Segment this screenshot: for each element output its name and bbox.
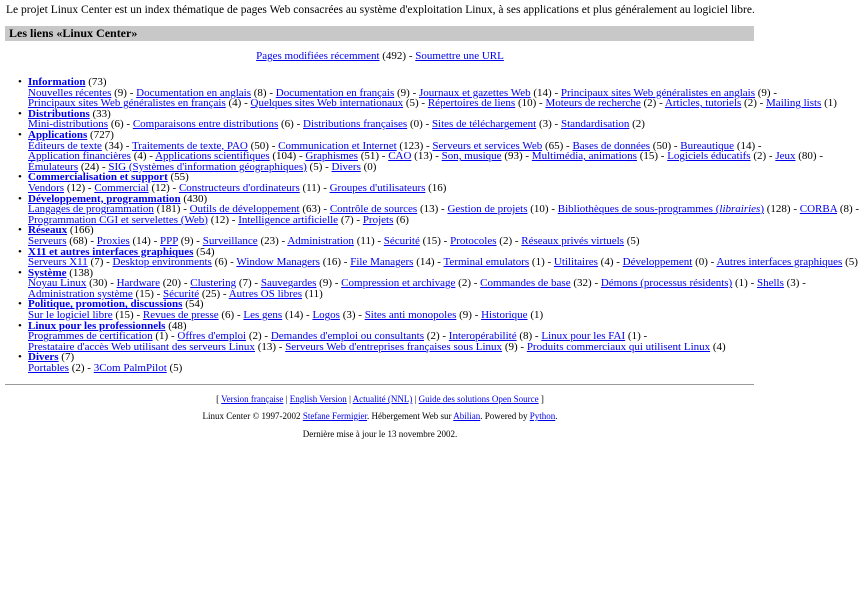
subcategory-count: (16) [322, 256, 342, 269]
subcategory-link-historique[interactable]: Historique [481, 309, 528, 322]
category-count: (55) [170, 171, 189, 184]
subcategory-count: (13) [414, 150, 433, 163]
subcategory-count: (4) [712, 340, 726, 353]
subcategory-count: (23) [260, 234, 279, 247]
subcategory-link-applications-scientifiques[interactable]: Applications scientifiques [155, 150, 270, 163]
subcategory-link-gestion-de-projets[interactable]: Gestion de projets [447, 203, 528, 216]
category-applications [28, 128, 823, 173]
subcategory-count: (128) [766, 203, 791, 216]
subcategory-count: (25) [201, 287, 221, 300]
subcategory-link-serveurs[interactable]: Serveurs [28, 234, 67, 247]
subcategory-count: (2) [71, 362, 85, 375]
subcategory-count: (14) [736, 139, 756, 152]
subcategory-link-graphismes[interactable]: Graphismes [305, 150, 358, 163]
subcategory-link-sig-systemes-d-information-geographiques[interactable]: SIG (Systèmes d'information géographiques) [108, 160, 307, 173]
category-linux-pour-les-professionnels [28, 321, 756, 353]
subcategory-link-serveurs-x11[interactable]: Serveurs X11 [28, 256, 88, 269]
subcategory-line: Mini-distributions (6) - Comparaisons entre distributions (6) - Distributions françaises (0) - Sites de téléchargement (3) - Standardisation (2) [28, 118, 645, 131]
subcategory-count: (9) [319, 277, 332, 290]
subcategory-count: (15) [135, 287, 154, 300]
subcategory-link-principaux-sites-web-generalistes-en-anglais[interactable]: Principaux sites Web généralistes en anglais [560, 86, 756, 99]
footer-link-guide-open-source[interactable]: Guide des solutions Open Source [418, 394, 539, 404]
subcategory-link-surveillance[interactable]: Surveillance [202, 234, 258, 247]
subcategory-link-nouvelles-recentes[interactable]: Nouvelles récentes [28, 86, 112, 99]
category-link-applications[interactable]: Applications [28, 128, 88, 141]
subcategory-count: (3) [342, 309, 356, 322]
subcategory-line: Prestataire d'accès Web utilisant des serveurs Linux (13) - Serveurs Web d'entreprises françaises sous Linux (9) - Produits commerciaux qui utilisent Linux (4) [28, 340, 726, 353]
subcategory-link-securite[interactable]: Sécurité [383, 234, 420, 247]
category-link-politique-promotion-discussions[interactable]: Politique, promotion, discussions [28, 298, 183, 311]
subcategory-count: (1) [734, 277, 748, 290]
powered-text: . Powered by [480, 411, 528, 421]
subcategory-count: (8) [519, 330, 533, 343]
subcategory-link-hardware[interactable]: Hardware [116, 277, 160, 290]
host-link[interactable]: Abilian [453, 411, 481, 421]
subcategory-link-langages-de-programmation[interactable]: Langages de programmation [28, 203, 154, 216]
subcategory-line: Noyau Linux (30) - Hardware (20) - Clustering (7) - Sauvegardes (9) - Compression et archivage (2) - Commandes de base (32) - Démons (processus résidents) (1) - Shells (3) - [28, 277, 806, 290]
subcategory-link-serveurs-web-d-entreprises-francaises-sous-linux[interactable]: Serveurs Web d'entreprises françaises sous Linux [285, 340, 503, 353]
subcategory-line: Serveurs X11 (7) - Desktop environments (6) - Window Managers (16) - File Managers (14) - Terminal emulators (1) - Utilitaires (4) - Développement (0) - Autres interfaces graphiques (5) [28, 256, 858, 269]
subcategory-link-bibliotheques-de-sous-programmes-librairies[interactable]: Bibliothèques de sous-programmes (librairies) [557, 203, 765, 216]
subcategory-link-programmes-de-certification[interactable]: Programmes de certification [28, 330, 153, 343]
category-x11-et-autres-interfaces-graphiques [28, 245, 858, 269]
category-count: (7) [61, 351, 75, 364]
category-reseaux [28, 225, 756, 246]
intro-text: Le projet Linux Center est un index thématique de pages Web consacrées au système d'exploitation Linux, à ses applications et plus généralement au logiciel libre. [6, 4, 755, 16]
subcategory-count: (30) [89, 277, 108, 290]
subcategory-line: Serveurs (68) - Proxies (14) - PPP (9) - Surveillance (23) - Administration (11) - Sécurité (15) - Protocoles (2) - Réseaux privés virtuels (5) [28, 234, 640, 247]
subcategory-link-application-financieres[interactable]: Application financières [28, 150, 131, 163]
subcategory-link-terminal-emulators[interactable]: Terminal emulators [443, 256, 530, 269]
subcategory-link-corba[interactable]: CORBA [799, 203, 838, 216]
subcategory-link-reseaux-prives-virtuels[interactable]: Réseaux privés virtuels [521, 234, 624, 247]
subcategory-link-autres-os-libres[interactable]: Autres OS libres [228, 287, 303, 300]
subcategory-link-editeurs-de-texte[interactable]: Éditeurs de texte [28, 139, 102, 152]
subcategory-link-demandes-d-emploi-ou-consultants[interactable]: Demandes d'emploi ou consultants [270, 330, 425, 343]
subcategory-count: (5) [405, 97, 419, 110]
subcategory-link-sites-de-telechargement[interactable]: Sites de téléchargement [431, 118, 537, 131]
subcategory-link-noyau-linux[interactable]: Noyau Linux [28, 277, 87, 290]
subcategory-count: (93) [504, 150, 523, 163]
category-developpement-programmation [28, 192, 859, 226]
subcategory-link-portables[interactable]: Portables [28, 362, 69, 375]
subcategory-count: (6) [396, 213, 409, 226]
subcategory-count: (2) [248, 330, 262, 343]
subcategory-count: (9) [397, 86, 410, 99]
subcategory-link-commercial[interactable]: Commercial [94, 181, 149, 194]
subcategory-link-communication-et-internet[interactable]: Communication et Internet [278, 139, 397, 152]
top-links [0, 50, 760, 63]
category-distributions [28, 109, 756, 130]
submit-url-link[interactable]: Soumettre une URL [415, 50, 504, 62]
subcategory-count: (5) [626, 234, 640, 247]
category-systeme [28, 266, 806, 300]
subcategory-link-controle-de-sources[interactable]: Contrôle de sources [329, 203, 418, 216]
subcategory-link-shells[interactable]: Shells [756, 277, 784, 290]
subcategory-count: (4) [133, 150, 147, 163]
subcategory-link-mini-distributions[interactable]: Mini-distributions [28, 118, 109, 131]
subcategory-link-multimedia-animations[interactable]: Multimédia, animations [531, 150, 637, 163]
subcategory-count: (24) [80, 160, 100, 173]
subcategory-count: (3) [786, 277, 800, 290]
subcategory-count: (63) [302, 203, 321, 216]
subcategory-count: (13) [419, 203, 439, 216]
subcategory-link-intelligence-artificielle[interactable]: Intelligence artificielle [238, 213, 339, 226]
subcategory-count: (5) [169, 362, 183, 375]
subcategory-line: Programmation CGI et servelettes (Web) (12) - Intelligence artificielle (7) - Projets (6) [28, 213, 409, 226]
category-information [28, 76, 837, 110]
subcategory-count: (0) [409, 118, 423, 131]
subcategory-count: (15) [115, 309, 134, 322]
subcategory-count: (9) [114, 86, 127, 99]
footer-link-english-version[interactable]: English Version [289, 394, 347, 404]
subcategory-count: (12) [66, 181, 86, 194]
category-count: (166) [69, 224, 94, 237]
subcategory-count: (11) [356, 234, 375, 247]
subcategory-line: Émulateurs (24) - SIG (Systèmes d'information géographiques) (5) - Divers (0) [28, 160, 377, 173]
subcategory-link-son-musique[interactable]: Son, musique [441, 150, 502, 163]
subcategory-link-compression-et-archivage[interactable]: Compression et archivage [341, 277, 456, 290]
footer-link-actualite[interactable]: Actualité (NNL) [352, 394, 413, 404]
subcategory-count: (15) [422, 234, 441, 247]
subcategory-count: (104) [272, 150, 297, 163]
category-link-distributions[interactable]: Distributions [28, 107, 90, 120]
subcategory-line: Portables (2) - 3Com PalmPilot (5) [28, 362, 183, 375]
subcategory-link-sur-le-logiciel-libre[interactable]: Sur le logiciel libre [28, 309, 113, 322]
subcategory-count: (12) [210, 213, 230, 226]
subcategory-link-mailing-lists[interactable]: Mailing lists [766, 97, 822, 110]
subcategory-link-quelques-sites-web-internationaux[interactable]: Quelques sites Web internationaux [250, 97, 404, 110]
subcategory-count: (2) [744, 97, 757, 110]
subcategory-count: (5) [845, 256, 858, 269]
subcategory-count: (9) [180, 234, 194, 247]
subcategory-count: (15) [639, 150, 659, 163]
top-links-separator: - [406, 50, 416, 62]
subcategory-link-linux-pour-les-fai[interactable]: Linux pour les FAI [541, 330, 626, 343]
subcategory-link-vendors[interactable]: Vendors [28, 181, 65, 194]
subcategory-count: (10) [530, 203, 549, 216]
subcategory-link-protocoles[interactable]: Protocoles [450, 234, 497, 247]
section-title: Les liens «Linux Center» [9, 26, 138, 40]
subcategory-link-proxies[interactable]: Proxies [96, 234, 130, 247]
subcategory-count: (2) [499, 234, 513, 247]
subcategory-count: (2) [753, 150, 767, 163]
footer-copyright: Linux Center © 1997-2002 Stefane Fermigier. Hébergement Web sur Abilian. Powered by Python. [202, 411, 558, 421]
subcategory-link-file-managers[interactable]: File Managers [350, 256, 414, 269]
category-link-commercialisation-et-support[interactable]: Commercialisation et support [28, 171, 168, 184]
subcategory-link-demons-processus-residents[interactable]: Démons (processus résidents) [600, 277, 733, 290]
category-count: (54) [185, 298, 204, 311]
category-divers [28, 352, 756, 373]
subcategory-line: Administration système (15) - Sécurité (25) - Autres OS libres (11) [28, 287, 323, 300]
author-link[interactable]: Stefane Fermigier [302, 411, 368, 421]
subcategory-link-constructeurs-d-ordinateurs[interactable]: Constructeurs d'ordinateurs [178, 181, 300, 194]
hosting-text: . Hébergement Web sur [367, 411, 452, 421]
last-updated: Dernière mise à jour le 13 novembre 2002. [302, 429, 458, 439]
subcategory-count: (6) [221, 309, 235, 322]
subcategory-count: (2) [643, 97, 657, 110]
subcategory-count: (11) [304, 287, 323, 300]
footer-divider [5, 384, 754, 385]
subcategory-link-emulateurs[interactable]: Émulateurs [28, 160, 79, 173]
subcategory-link-programmation-cgi-et-servelettes-web[interactable]: Programmation CGI et servelettes (Web) [28, 213, 208, 226]
subcategory-link-commandes-de-base[interactable]: Commandes de base [480, 277, 571, 290]
subcategory-link-documentation-en-anglais[interactable]: Documentation en anglais [136, 86, 251, 99]
subcategory-count: (0) [695, 256, 708, 269]
subcategory-line: Principaux sites Web généralistes en français (4) - Quelques sites Web internationaux (5) - Répertoires de liens (10) - Moteurs de recherche (2) - Articles, tutoriels (2) - Mailing lists (1) [28, 97, 837, 110]
category-count: (430) [183, 192, 208, 205]
recent-pages-count: (492) [382, 50, 407, 62]
subcategory-count: (6) [281, 118, 294, 131]
subcategory-link-autres-interfaces-graphiques[interactable]: Autres interfaces graphiques [716, 256, 843, 269]
subcategory-count: (14) [533, 86, 552, 99]
subcategory-line: Sur le logiciel libre (15) - Revues de presse (6) - Les gens (14) - Logos (3) - Sites anti monopoles (9) - Historique (1) [28, 309, 544, 322]
subcategory-link-developpement[interactable]: Développement [622, 256, 693, 269]
subcategory-count: (7) [238, 277, 252, 290]
subcategory-link-clustering[interactable]: Clustering [190, 277, 237, 290]
subcategory-link-divers[interactable]: Divers [331, 160, 361, 173]
category-link-information[interactable]: Information [28, 76, 86, 88]
subcategory-link-documentation-en-francais[interactable]: Documentation en français [275, 86, 395, 99]
python-link[interactable]: Python [529, 411, 556, 421]
subcategory-count: (14) [132, 234, 151, 247]
subcategory-link-distributions-francaises[interactable]: Distributions françaises [303, 118, 408, 131]
subcategory-count: (2) [632, 118, 645, 131]
subcategory-link-traitements-de-texte-pao[interactable]: Traitements de texte, PAO [131, 139, 248, 152]
subcategory-link-standardisation[interactable]: Standardisation [560, 118, 630, 131]
category-count: (33) [92, 107, 111, 120]
subcategory-link-prestataire-d-acces-web-utilisant-des-serveurs-linux[interactable]: Prestataire d'accès Web utilisant des serveurs Linux [28, 340, 255, 353]
subcategory-link-articles-tutoriels[interactable]: Articles, tutoriels [664, 97, 742, 110]
subcategory-link-logiciels-educatifs[interactable]: Logiciels éducatifs [667, 150, 751, 163]
subcategory-link-offres-d-emploi[interactable]: Offres d'emploi [177, 330, 247, 343]
subcategory-link-sites-anti-monopoles[interactable]: Sites anti monopoles [364, 309, 457, 322]
subcategory-link-comparaisons-entre-distributions[interactable]: Comparaisons entre distributions [132, 118, 279, 131]
category-link-reseaux[interactable]: Réseaux [28, 224, 68, 237]
subcategory-line: Application financières (4) - Applications scientifiques (104) - Graphismes (51) - CAO (13) - Son, musique (93) - Multimédia, animations (15) - Logiciels éducatifs (2) - Jeux (80) - [28, 150, 823, 163]
subcategory-count: (6) [110, 118, 124, 131]
subcategory-link-journaux-et-gazettes-web[interactable]: Journaux et gazettes Web [419, 86, 531, 99]
copyright-text: Linux Center © 1997-2002 [202, 411, 301, 421]
recent-pages-link[interactable]: Pages modifiées récemment [256, 50, 380, 62]
subcategory-count: (80) [798, 150, 817, 163]
category-link-linux-pour-les-professionnels[interactable]: Linux pour les professionnels [28, 319, 166, 332]
subcategory-link-projets[interactable]: Projets [362, 213, 394, 226]
category-count: (73) [88, 76, 107, 88]
category-count: (138) [69, 266, 94, 279]
subcategory-link-3com-palmpilot[interactable]: 3Com PalmPilot [93, 362, 167, 375]
subcategory-line: Nouvelles récentes (9) - Documentation en anglais (8) - Documentation en français (9) - Journaux et gazettes Web (14) - Principaux sites Web généralistes en anglais (9) - [28, 86, 778, 99]
subcategory-count: (7) [340, 213, 354, 226]
subcategory-link-utilitaires[interactable]: Utilitaires [553, 256, 598, 269]
subcategory-link-ppp[interactable]: PPP [160, 234, 178, 247]
category-link-developpement-programmation[interactable]: Développement, programmation [28, 192, 181, 205]
subcategory-count: (1) [531, 256, 545, 269]
subcategory-count: (9) [757, 86, 771, 99]
subcategory-count: (1) [627, 330, 641, 343]
subcategory-count: (1) [155, 330, 169, 343]
footer-link-version-francaise[interactable]: Version française [221, 394, 284, 404]
subcategory-link-cao[interactable]: CAO [388, 150, 412, 163]
footer-nav: [ Version française | English Version | Actualité (NNL) | Guide des solutions Open Source ] [216, 394, 544, 404]
subcategory-link-produits-commerciaux-qui-utilisent-linux[interactable]: Produits commerciaux qui utilisent Linux [526, 340, 711, 353]
subcategory-count: (1) [530, 309, 544, 322]
subcategory-link-logos[interactable]: Logos [312, 309, 340, 322]
subcategory-link-sauvegardes[interactable]: Sauvegardes [260, 277, 317, 290]
subcategory-link-administration-systeme[interactable]: Administration système [28, 287, 133, 300]
subcategory-count: (123) [399, 139, 424, 152]
subcategory-count: (50) [250, 139, 269, 152]
subcategory-count: (181) [156, 203, 181, 216]
subcategory-count: (20) [162, 277, 182, 290]
subcategory-link-interoperabilite[interactable]: Interopérabilité [448, 330, 517, 343]
subcategory-count: (0) [363, 160, 377, 173]
subcategory-count: (9) [459, 309, 472, 322]
subcategory-link-serveurs-et-services-web[interactable]: Serveurs et services Web [432, 139, 543, 152]
subcategory-count: (2) [426, 330, 440, 343]
subcategory-link-revues-de-presse[interactable]: Revues de presse [142, 309, 219, 322]
subcategory-link-desktop-environments[interactable]: Desktop environments [112, 256, 212, 269]
subcategory-count: (14) [416, 256, 435, 269]
subcategory-count: (9) [504, 340, 518, 353]
subcategory-link-principaux-sites-web-generalistes-en-francais[interactable]: Principaux sites Web généralistes en français [28, 97, 226, 110]
category-list [28, 76, 859, 375]
subcategory-link-bases-de-donnees[interactable]: Bases de données [572, 139, 651, 152]
subcategory-link-les-gens[interactable]: Les gens [243, 309, 283, 322]
subcategory-link-securite[interactable]: Sécurité [163, 287, 200, 300]
subcategory-count: (68) [69, 234, 88, 247]
subcategory-count: (7) [90, 256, 104, 269]
subcategory-count: (8) [839, 203, 853, 216]
subcategory-count: (13) [257, 340, 277, 353]
subcategory-count: (4) [600, 256, 614, 269]
category-count: (727) [90, 128, 114, 141]
category-count: (54) [196, 245, 215, 258]
subcategory-count: (5) [309, 160, 323, 173]
subcategory-count: (12) [151, 181, 170, 194]
subcategory-count: (51) [360, 150, 380, 163]
subcategory-link-administration[interactable]: Administration [287, 234, 354, 247]
category-link-divers[interactable]: Divers [28, 351, 59, 364]
subcategory-count: (11) [302, 181, 321, 194]
subcategory-link-moteurs-de-recherche[interactable]: Moteurs de recherche [545, 97, 641, 110]
subcategory-link-window-managers[interactable]: Window Managers [236, 256, 320, 269]
subcategory-line: Vendors (12) - Commercial (12) - Constructeurs d'ordinateurs (11) - Groupes d'utilisateurs (16) [28, 181, 447, 194]
subcategory-link-jeux[interactable]: Jeux [775, 150, 796, 163]
subcategory-link-outils-de-developpement[interactable]: Outils de développement [189, 203, 300, 216]
category-count: (48) [168, 319, 187, 332]
subcategory-line: Éditeurs de texte (34) - Traitements de texte, PAO (50) - Communication et Internet (123) - Serveurs et services Web (65) - Bases de données (50) - Bureautique (14) - [28, 139, 762, 152]
subcategory-count: (32) [573, 277, 592, 290]
subcategory-line: Langages de programmation (181) - Outils de développement (63) - Contrôle de sources (13) - Gestion de projets (10) - Bibliothèques de sous-programmes (librairies) (128) - CORBA (8) - [28, 203, 859, 216]
category-link-systeme[interactable]: Système [28, 266, 67, 279]
subcategory-count: (16) [428, 181, 447, 194]
subcategory-count: (1) [824, 97, 837, 110]
subcategory-count: (2) [458, 277, 471, 290]
subcategory-count: (65) [544, 139, 564, 152]
subcategory-link-repertoires-de-liens[interactable]: Répertoires de liens [427, 97, 516, 110]
subcategory-count: (34) [104, 139, 123, 152]
category-politique-promotion-discussions [28, 299, 756, 320]
subcategory-count: (50) [652, 139, 672, 152]
category-link-x11-et-autres-interfaces-graphiques[interactable]: X11 et autres interfaces graphiques [28, 245, 194, 258]
subcategory-link-bureautique[interactable]: Bureautique [680, 139, 735, 152]
subcategory-link-groupes-d-utilisateurs[interactable]: Groupes d'utilisateurs [329, 181, 426, 194]
subcategory-count: (14) [284, 309, 304, 322]
subcategory-count: (10) [517, 97, 537, 110]
subcategory-count: (4) [228, 97, 242, 110]
section-header-bar [5, 26, 754, 41]
category-commercialisation-et-support [28, 172, 756, 193]
subcategory-count: (6) [214, 256, 228, 269]
subcategory-count: (3) [538, 118, 552, 131]
subcategory-line: Programmes de certification (1) - Offres d'emploi (2) - Demandes d'emploi ou consultants (2) - Interopérabilité (8) - Linux pour les FAI (1) - [28, 330, 648, 343]
subcategory-count: (8) [253, 86, 267, 99]
